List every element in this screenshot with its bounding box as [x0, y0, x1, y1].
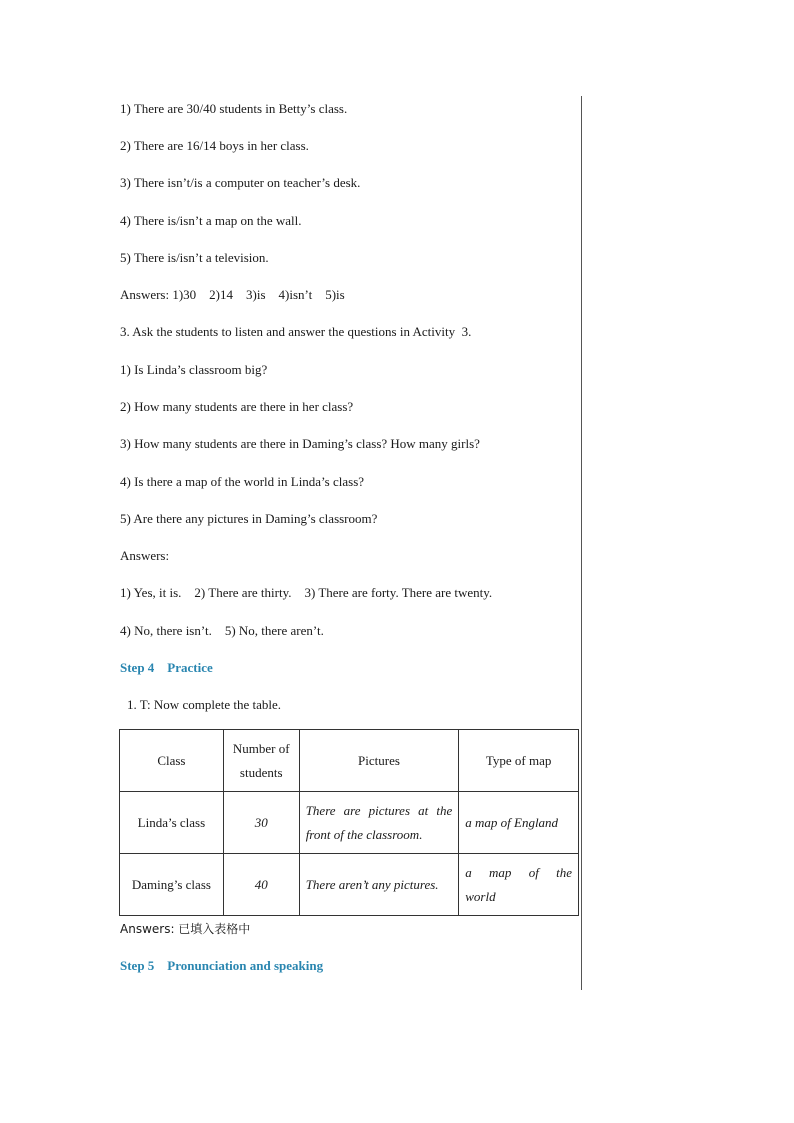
cell-map-line1: a map of the [465, 864, 572, 880]
question-4: 4) Is there a map of the world in Linda’s class? [120, 474, 365, 489]
statement-2: 2) There are 16/14 boys in her class. [120, 138, 309, 153]
cell-map-line2: world [465, 888, 496, 904]
answers-line-1: 1) Yes, it is. 2) There are thirty. 3) There are forty. There are twenty. [120, 585, 493, 600]
question-2: 2) How many students are there in her class? [120, 399, 354, 414]
table-header-row [120, 730, 579, 792]
header-map: Type of map [459, 730, 579, 792]
cell-pictures-line1: There are pictures at the [305, 802, 453, 818]
cell-map [459, 854, 579, 916]
cell-class: Linda’s class [120, 792, 224, 854]
table-row [120, 854, 579, 916]
table-row [120, 792, 579, 854]
step5-heading: Step 5 Pronunciation and speaking [120, 958, 324, 973]
statement-4: 4) There is/isn’t a map on the wall. [120, 213, 302, 228]
cell-pictures [299, 792, 459, 854]
step4-instruction: 1. T: Now complete the table. [127, 697, 281, 712]
answers-label: Answers: [120, 548, 170, 563]
practice-table [119, 729, 579, 916]
question-1: 1) Is Linda’s classroom big? [120, 362, 268, 377]
statement-5: 5) There is/isn’t a television. [120, 250, 269, 265]
activity3-intro: 3. Ask the students to listen and answer the questions in Activity 3. [120, 324, 472, 339]
header-number [223, 730, 299, 792]
cell-number: 40 [223, 854, 299, 916]
cell-class: Daming’s class [120, 854, 224, 916]
statement-1: 1) There are 30/40 students in Betty’s class. [120, 101, 348, 116]
statement-3: 3) There isn’t/is a computer on teacher’s desk. [120, 175, 361, 190]
answers-line-2: 4) No, there isn’t. 5) No, there aren’t. [120, 623, 324, 638]
question-3: 3) How many students are there in Daming’s class? How many girls? [120, 436, 480, 451]
step4-heading: Step 4 Practice [120, 660, 213, 675]
right-margin-rule [581, 96, 582, 990]
answers-part1: Answers: 1)30 2)14 3)is 4)isn’t 5)is [120, 287, 345, 302]
table-answers: Answers: 已填入表格中 [120, 922, 251, 936]
cell-pictures-line2: front of the classroom. [305, 826, 423, 842]
header-class: Class [120, 730, 224, 792]
header-pictures: Pictures [299, 730, 459, 792]
question-5: 5) Are there any pictures in Daming’s classroom? [120, 511, 378, 526]
cell-number: 30 [223, 792, 299, 854]
cell-map: a map of England [459, 792, 579, 854]
cell-pictures: There aren’t any pictures. [299, 854, 459, 916]
header-number-line2: students [239, 764, 283, 780]
header-number-line1: Number of [232, 740, 290, 756]
